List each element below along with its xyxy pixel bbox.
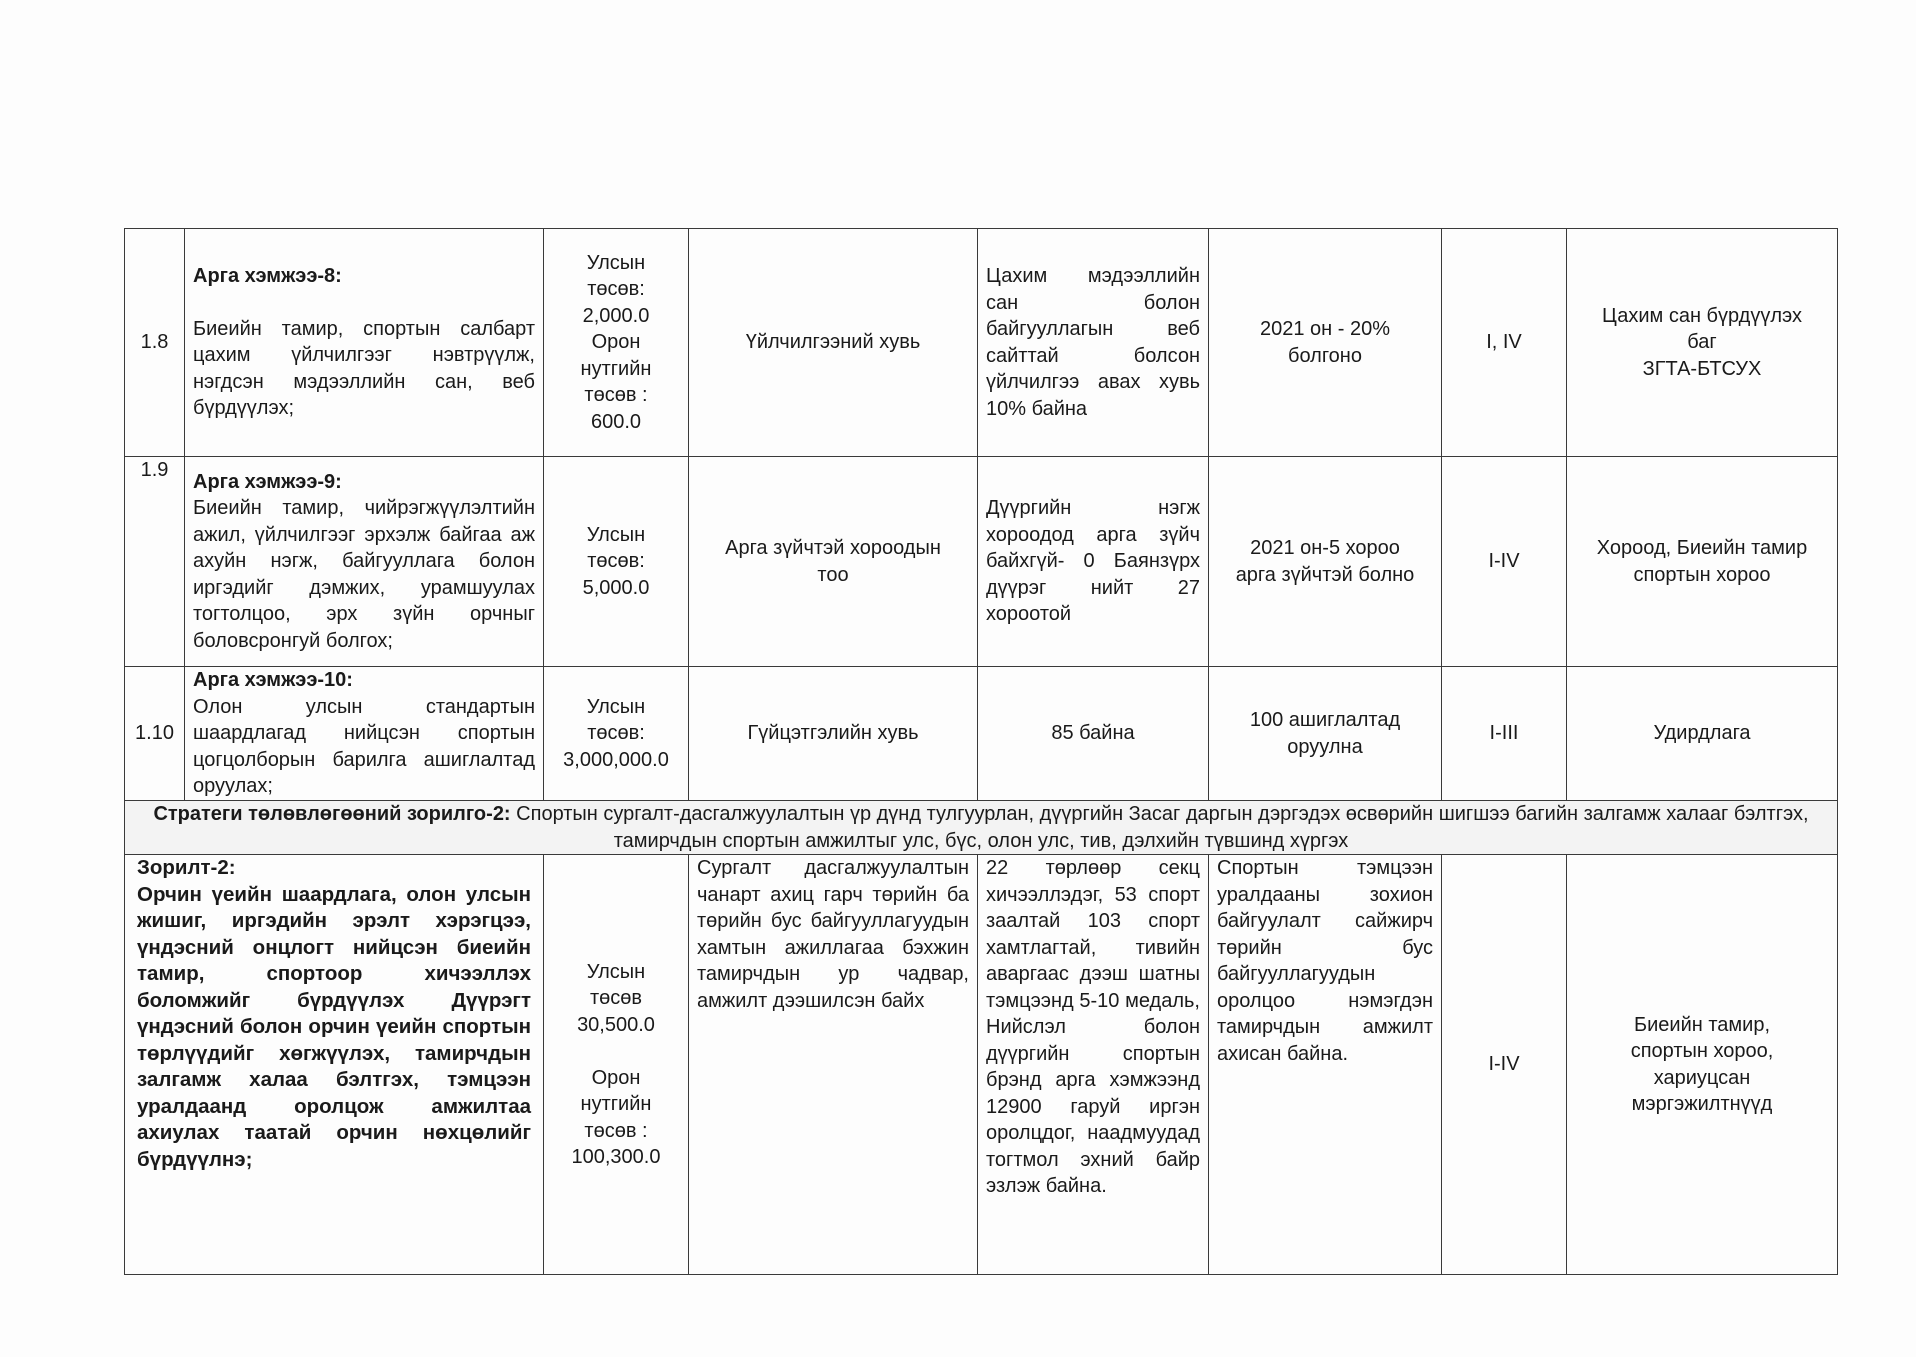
indicator-cell: Үйлчилгээний хувь [689, 229, 978, 457]
responsible-cell: Удирдлага [1567, 667, 1838, 801]
baseline-cell: 22 төрлөөр секц хичээллэдэг, 53 спорт заалтай 103 спорт хамтлагтай, тивийн аваргаас дээш шатны тэмцээнд 5-10 медаль, Нийслэл болон дүүргийн спортын брэнд арга хэмжээнд 12900 гаруй иргэн оролцдог, наадмуудад тогтмол эхний байр эзлэж байна. [978, 855, 1209, 1275]
strategy-cell [125, 801, 1838, 855]
row-number: 1.8 [125, 229, 185, 457]
table-row [125, 667, 1838, 801]
quarter-cell: I, IV [1442, 229, 1567, 457]
strategy-label: Стратеги төлөвлөгөөний зорилго-2: [153, 803, 511, 825]
measure-text: Олон улсын стандартын шаардлагад нийцсэн спортын цогцолборын барилга ашиглалтад оруулах; [193, 695, 535, 798]
measure-title: Арга хэмжээ-9: [193, 470, 342, 493]
goal-title: Зорилт-2: [137, 856, 236, 879]
target-cell: 2021 он-5 хороо арга зүйчтэй болно [1209, 457, 1442, 667]
quarter-cell: I-IV [1442, 855, 1567, 1275]
quarter-cell: I-III [1442, 667, 1567, 801]
strategy-row [125, 801, 1838, 855]
measure-text: Биеийн тамир, спортын салбарт цахим үйлчилгээг нэвтрүүлж, нэгдсэн мэдээллийн сан, веб бүрдүүлэх; [193, 317, 535, 420]
action-plan-table [124, 228, 1838, 1275]
measure-text: Биеийн тамир, чийрэгжүүлэлтийн ажил, үйлчилгээг эрхэлж байгаа аж ахуйн нэгж, байгууллага болон иргэдийг дэмжих, урамшуулах тогтолцоо, эрх зүйн орчныг боловсронгуй болгох; [193, 497, 535, 652]
responsible-cell: Биеийн тамир, спортын хороо, хариуцсан мэргэжилтнүүд [1567, 855, 1838, 1275]
measure-cell [185, 457, 544, 667]
indicator-cell: Гүйцэтгэлийн хувь [689, 667, 978, 801]
target-cell: 2021 он - 20% болгоно [1209, 229, 1442, 457]
budget-cell: Улсын төсөв: 2,000.0 Орон нутгийн төсөв : 600.0 [544, 229, 689, 457]
quarter-cell: I-IV [1442, 457, 1567, 667]
measure-cell [185, 229, 544, 457]
goal-row [125, 855, 1838, 1275]
budget-cell: Улсын төсөв: 3,000,000.0 [544, 667, 689, 801]
measure-title: Арга хэмжээ-8: [193, 265, 342, 288]
baseline-cell: 85 байна [978, 667, 1209, 801]
table-row [125, 229, 1838, 457]
responsible-cell: Цахим сан бүрдүүлэх баг ЗГТА-БТСУХ [1567, 229, 1838, 457]
row-number: 1.10 [125, 667, 185, 801]
budget-cell: Улсын төсөв 30,500.0 Орон нутгийн төсөв : 100,300.0 [544, 855, 689, 1275]
baseline-cell: Дүүргийн нэгж хороодод арга зүйч байхгүй- 0 Баянзүрх дүүрэг нийт 27 хороотой [978, 457, 1209, 667]
target-cell: 100 ашиглалтад оруулна [1209, 667, 1442, 801]
baseline-cell: Цахим мэдээллийн сан болон байгууллагын веб сайттай болсон үйлчилгээ авах хувь 10% байна [978, 229, 1209, 457]
goal-text: Орчин үеийн шаардлага, олон улсын жишиг, иргэдийн эрэлт хэрэгцээ, үндэсний онцлогт нийцсэн биеийн тамир, спортоор хичээллэх боломжийг бүрдүүлэх Дүүрэгт үндэсний болон орчин үеийн спортын төрлүүдийг хөгжүүлэх, тамирчдын залгамж халаа бэлтгэх, тэмцээн уралдаанд оролцож амжилтаа ахиулах таатай орчин нөхцөлийг бүрдүүлнэ; [137, 882, 531, 1171]
strategy-text: Спортын сургалт-дасгалжуулалтын үр дүнд тулгуурлан, дүүргийн Засаг даргын дэргэдэх өсвөрийн шигшээ багийн залгамж халааг бэлтгэх, тамирчдын спортын амжилтыг улс, бүс, олон улс, тив, дэлхийн түвшинд хүргэх [510, 803, 1809, 852]
indicator-cell: Сургалт дасгалжуулалтын чанарт ахиц гарч төрийн ба төрийн бус байгууллагуудын хамтын ажиллагаа бэхжин тамирчдын ур чадвар, амжилт дээшилсэн байх [689, 855, 978, 1275]
row-number: 1.9 [125, 457, 185, 667]
target-cell: Спортын тэмцээн уралдааны зохион байгуулалт сайжирч төрийн бус байгууллагуудын оролцоо нэмэгдэн тамирчдын амжилт ахисан байна. [1209, 855, 1442, 1275]
table-row [125, 457, 1838, 667]
responsible-cell: Хороод, Биеийн тамир спортын хороо [1567, 457, 1838, 667]
indicator-cell: Арга зүйчтэй хороодын тоо [689, 457, 978, 667]
budget-cell: Улсын төсөв: 5,000.0 [544, 457, 689, 667]
measure-cell [185, 667, 544, 801]
measure-title: Арга хэмжээ-10: [193, 669, 353, 692]
goal-cell [125, 855, 544, 1275]
